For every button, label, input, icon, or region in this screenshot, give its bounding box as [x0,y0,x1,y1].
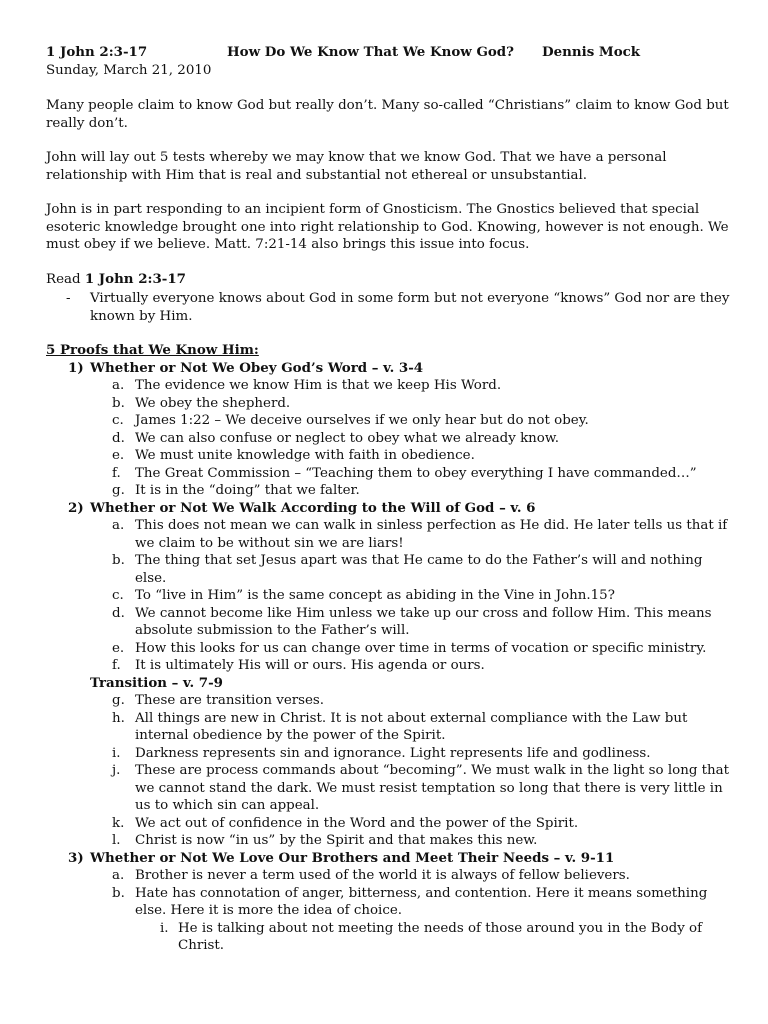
list-letter: c. [112,413,124,428]
proof-number: 1) [68,359,84,376]
list-letter: g. [112,693,125,708]
list-item [46,430,736,448]
author-name: Dennis Mock [542,44,641,60]
sermon-title: How Do We Know That We Know God? [227,44,515,60]
list-item [46,447,736,465]
list-text: The evidence we know Him is that we keep His Word. [135,378,502,393]
list-letter: a. [112,378,125,393]
list-text: This does not mean we can walk in sinless perfection as He did. He later tells us that if we claim to be without sin we are liars! [135,518,728,551]
list-letter: c. [112,588,124,603]
scripture-reference: 1 John 2:3-17 [46,44,148,60]
list-text: Brother is never a term used of the world it is always of fellow believers. [135,868,630,883]
list-text: All things are new in Christ. It is not about external compliance with the Law but internal obedience by the power of the Spirit. [135,710,688,743]
list-item [46,465,736,483]
proof-2-heading [46,500,736,518]
list-letter: e. [112,448,125,463]
document-page [46,44,736,955]
list-letter: f. [112,465,121,481]
proof-number: 3) [68,849,84,866]
intro-paragraph-1: Many people claim to know God but really don’t. Many so-called “Christians” claim to know God but really don’t. [46,98,729,131]
list-item [46,762,736,815]
intro-paragraph-2: John will lay out 5 tests whereby we may know that we know God. That we have a personal relationship with Him that is real and substantial not ethereal or unsubstantial. [46,150,667,183]
list-letter: b. [112,553,125,568]
sub-list-item [46,920,736,955]
list-item [46,552,736,587]
list-letter: a. [112,868,125,883]
list-item [46,815,736,833]
list-letter: b. [112,395,125,411]
list-item [46,482,736,500]
read-passage: 1 John 2:3-17 [84,270,186,287]
list-item [46,710,736,745]
dash-marker: - [66,291,71,306]
list-text: To “live in Him” is the same concept as abiding in the Vine in John.15? [135,588,615,603]
list-text: We obey the shepherd. [135,395,291,411]
proof-title: Whether or Not We Love Our Brothers and Meet Their Needs – v. 9-11 [90,849,615,866]
read-note-text: Virtually everyone knows about God in some form but not everyone “knows” God nor are they known by Him. [90,291,730,324]
list-letter: b. [112,885,125,901]
list-letter: k. [112,815,125,831]
list-item [46,587,736,605]
list-text: We cannot become like Him unless we take up our cross and follow Him. This means absolute submission to the Father’s will. [135,605,712,638]
sermon-date: Sunday, March 21, 2010 [46,63,212,78]
list-item [46,640,736,658]
list-item [46,377,736,395]
list-letter: g. [112,483,125,498]
proof-title: Whether or Not We Walk According to the Will of God – v. 6 [90,499,536,516]
list-item [46,605,736,640]
list-letter: d. [112,605,125,621]
list-text: The thing that set Jesus apart was that He came to do the Father’s will and nothing else. [135,553,703,586]
document-header [46,44,736,62]
list-item [46,745,736,763]
roman-numeral: i. [160,920,169,936]
list-text: It is in the “doing” that we falter. [135,483,360,498]
list-letter: f. [112,658,121,673]
proofs-heading: 5 Proofs that We Know Him: [46,342,259,358]
list-text: Darkness represents sin and ignorance. Light represents life and godliness. [135,745,651,761]
proof-title: Whether or Not We Obey God’s Word – v. 3-4 [90,359,424,376]
list-text: We can also confuse or neglect to obey what we already know. [135,430,560,446]
sub-list-text: He is talking about not meeting the needs of those around you in the Body of Christ. [178,920,703,953]
read-note [46,290,736,325]
list-text: These are transition verses. [135,693,325,708]
proof-1-heading [46,360,736,378]
read-prefix: Read [46,271,85,287]
list-item [46,692,736,710]
list-text: It is ultimately His will or ours. His agenda or ours. [135,658,485,673]
list-item [46,412,736,430]
list-letter: l. [112,833,121,848]
list-item [46,657,736,675]
list-text: Hate has connotation of anger, bitterness, and contention. Here it means something else. Here it is more the idea of choice. [135,885,708,918]
transition-heading: Transition – v. 7-9 [90,674,223,691]
list-item [46,395,736,413]
list-letter: h. [112,710,125,726]
read-line [46,271,736,289]
list-letter: a. [112,518,125,533]
list-item [46,517,736,552]
proof-number: 2) [68,499,84,516]
list-letter: j. [112,763,121,778]
list-letter: e. [112,640,125,656]
list-text: We act out of confidence in the Word and the power of the Spirit. [135,815,579,831]
list-text: How this looks for us can change over time in terms of vocation or specific ministry. [135,640,707,656]
list-text: James 1:22 – We deceive ourselves if we only hear but do not obey. [135,413,589,428]
proof-3-heading [46,850,736,868]
list-text: The Great Commission – “Teaching them to obey everything I have commanded…” [135,465,697,481]
list-letter: d. [112,430,125,446]
list-text: These are process commands about “becoming”. We must walk in the light so long that we cannot stand the dark. We must resist temptation so long that there is very little in us to which sin can appeal. [135,763,730,813]
list-item [46,867,736,885]
list-text: We must unite knowledge with faith in obedience. [135,448,475,463]
list-letter: i. [112,745,121,761]
list-item [46,885,736,920]
list-item [46,832,736,850]
list-text: Christ is now “in us” by the Spirit and that makes this new. [135,833,538,848]
intro-paragraph-3: John is in part responding to an incipient form of Gnosticism. The Gnostics believed that special esoteric knowledge brought one into right relationship to God. Knowing, however is not enough. We must obey if we believe. Matt. 7:21-14 also brings this issue into focus. [46,202,729,252]
